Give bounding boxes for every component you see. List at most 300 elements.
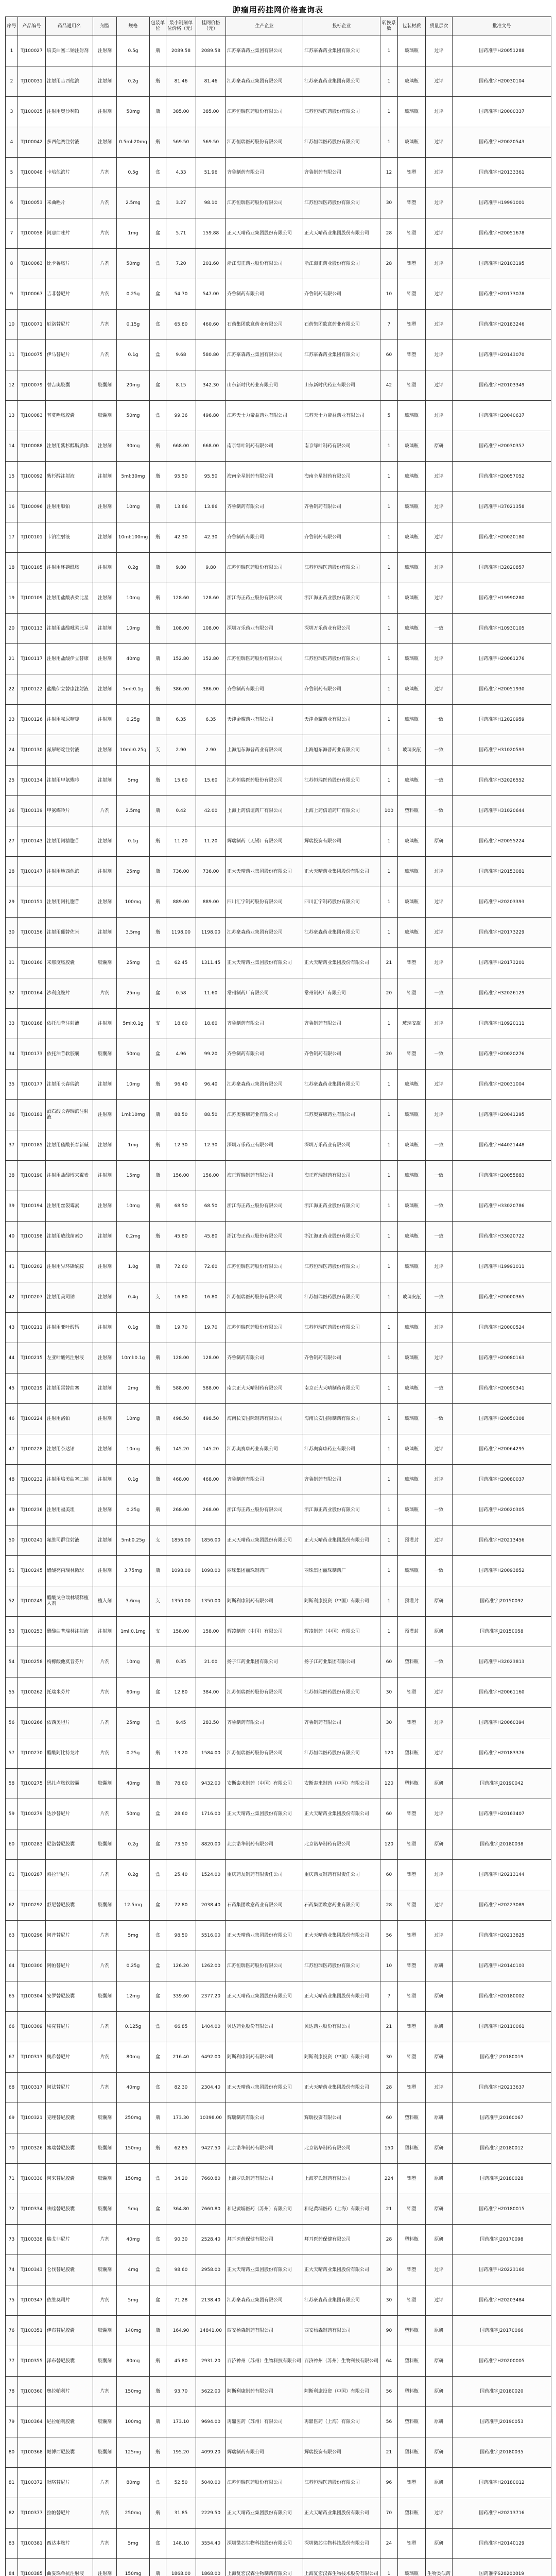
table-cell: 51 [6, 1556, 18, 1586]
table-cell: 正大天晴药业集团股份有限公司 [226, 2073, 303, 2103]
table-cell: 瓶 [150, 1495, 166, 1526]
table-cell: TJ100296 [18, 1921, 46, 1951]
column-header: 生产企业 [226, 17, 303, 36]
table-cell: 668.00 [166, 431, 196, 462]
table-cell: 0.42 [166, 796, 196, 826]
table-cell: 培美曲塞二钠注射剂 [46, 36, 93, 66]
table-cell: 片剂 [93, 1921, 117, 1951]
table-cell: 注射剂 [93, 1404, 117, 1434]
table-cell: 国药准字H32026552 [453, 766, 551, 796]
table-cell: 81.46 [196, 66, 226, 97]
table-cell: 120 [380, 1769, 398, 1799]
page [5, 0, 551, 2576]
table-cell: 95.50 [196, 462, 226, 492]
table-cell: 正大天晴药业集团股份有限公司 [226, 1526, 303, 1556]
table-cell: 98.50 [166, 1921, 196, 1951]
table-cell: 28 [6, 857, 18, 887]
table-cell: 深圳万乐药业有限公司 [226, 614, 303, 644]
table-cell: 正大天晴药业集团股份有限公司 [226, 948, 303, 978]
table-cell: 0.58 [166, 978, 196, 1009]
table-cell: 60 [380, 1860, 398, 1890]
table-cell: 5040.00 [196, 2468, 226, 2498]
table-cell: 国药准字H20041295 [453, 1100, 551, 1130]
table-cell: TJ100063 [18, 249, 46, 279]
table-cell: 盒 [150, 279, 166, 310]
table-cell: 过评 [426, 644, 453, 674]
table-cell: 42.30 [196, 522, 226, 553]
table-cell: 108.00 [166, 614, 196, 644]
table-cell: 瓶 [150, 2407, 166, 2437]
table-cell: 常州制药厂有限公司 [226, 978, 303, 1009]
table-cell: 瓶 [150, 1191, 166, 1222]
table-cell: 1098.00 [196, 1556, 226, 1586]
table-cell: 盒 [150, 948, 166, 978]
table-cell: 正大天晴药业集团股份有限公司 [226, 1799, 303, 1829]
table-cell: 过评 [426, 66, 453, 97]
table-cell: 玻璃瓶 [398, 1495, 426, 1526]
table-cell: 江苏恒瑞医药股份有限公司 [226, 766, 303, 796]
table-cell: 0.2mg [117, 1222, 150, 1252]
table-cell: 江苏恒瑞医药股份有限公司 [303, 553, 380, 583]
table-cell: 60 [380, 1647, 398, 1677]
table-cell: 石药集团欧意药业有限公司 [226, 1890, 303, 1921]
table-cell: 原研 [426, 2012, 453, 2042]
table-cell: 石药集团欧意药业有限公司 [303, 1890, 380, 1921]
table-cell: 0.25g [117, 1951, 150, 1981]
table-cell: 25mg [117, 948, 150, 978]
table-cell: 2mg [117, 1374, 150, 1404]
table-cell: 77 [6, 2346, 18, 2377]
table-cell: 国药准字H20140103 [453, 1951, 551, 1981]
table-cell: 1 [380, 462, 398, 492]
table-cell: 145.20 [196, 1434, 226, 1465]
table-cell: 0.2g [117, 553, 150, 583]
table-cell: 46 [6, 1404, 18, 1434]
table-cell: 145.20 [166, 1434, 196, 1465]
table-cell: 玻璃瓶 [398, 1343, 426, 1374]
table-cell: 0.15g [117, 310, 150, 340]
table-cell: 过评 [426, 1465, 453, 1495]
table-cell: 99.36 [166, 401, 196, 431]
table-cell: 40mg [117, 2073, 150, 2103]
table-cell: TJ100079 [18, 370, 46, 401]
table-cell: 国药准字H32020857 [453, 553, 551, 583]
table-cell: 丽珠集团丽珠制药厂 [303, 1556, 380, 1586]
table-cell: 注射剂 [93, 1252, 117, 1282]
table-cell: 140mg [117, 2316, 150, 2346]
table-cell: TJ100232 [18, 1465, 46, 1495]
table-cell: 一致 [426, 1282, 453, 1313]
table-cell: 68.50 [166, 1191, 196, 1222]
table-row [6, 1890, 551, 1921]
table-cell: 原研 [426, 1951, 453, 1981]
table-cell: 1350.00 [166, 1586, 196, 1617]
table-cell: 片剂 [93, 1647, 117, 1677]
table-cell: 尼洛替尼胶囊 [46, 1829, 93, 1860]
table-cell: 国药准字H20055883 [453, 1161, 551, 1191]
table-cell: 过评 [426, 948, 453, 978]
table-cell: 15 [6, 462, 18, 492]
table-cell: 国药准字H20040637 [453, 401, 551, 431]
column-header: 产品编号 [18, 17, 46, 36]
table-cell: 瓶 [150, 36, 166, 66]
table-cell: 164.90 [166, 2316, 196, 2346]
table-cell: 南京正大天晴制药有限公司 [226, 1374, 303, 1404]
table-cell: 56 [380, 2377, 398, 2407]
table-cell: 片剂 [93, 310, 117, 340]
table-cell: 一致 [426, 1130, 453, 1161]
column-header: 转换系数 [380, 17, 398, 36]
table-cell: 9 [6, 279, 18, 310]
table-cell: 268.00 [166, 1495, 196, 1526]
table-cell: 125mg [117, 2437, 150, 2468]
table-cell: 塞瑞替尼胶囊 [46, 2133, 93, 2164]
table-cell: 736.00 [196, 857, 226, 887]
table-cell: 48 [6, 1465, 18, 1495]
table-cell: 385.00 [196, 97, 226, 127]
table-cell: 片剂 [93, 978, 117, 1009]
table-cell: 5mg [117, 766, 150, 796]
table-cell: 12.30 [196, 1130, 226, 1161]
table-cell: 江苏恒瑞医药股份有限公司 [303, 1738, 380, 1769]
table-cell: 62.45 [166, 948, 196, 978]
table-cell: 45 [6, 1374, 18, 1404]
table-row [6, 1617, 551, 1647]
table-cell: TJ100368 [18, 2437, 46, 2468]
table-cell: 66.85 [166, 2012, 196, 2042]
table-cell: 17 [6, 522, 18, 553]
table-row [6, 36, 551, 66]
table-cell: 玻璃瓶 [398, 431, 426, 462]
table-cell: 国药准字J20180028 [453, 2164, 551, 2194]
table-cell: 正大天晴药业集团股份有限公司 [303, 1921, 380, 1951]
table-cell: TJ100092 [18, 462, 46, 492]
table-cell: 盒 [150, 1829, 166, 1860]
table-cell: 预灌封 [398, 1617, 426, 1647]
table-cell: 30 [380, 2285, 398, 2316]
table-row [6, 279, 551, 310]
table-cell: 片剂 [93, 1860, 117, 1890]
table-cell: 江苏豪森药业集团有限公司 [303, 1070, 380, 1100]
table-cell: 72.60 [166, 1252, 196, 1282]
table-cell: 注射剂 [93, 1556, 117, 1586]
table-row [6, 1313, 551, 1343]
table-cell: 西安杨森制药有限公司 [226, 2316, 303, 2346]
table-cell: 384.00 [196, 1677, 226, 1708]
table-cell: 0.4g [117, 1282, 150, 1313]
table-cell: 玻璃瓶 [398, 644, 426, 674]
table-cell: 左亚叶酸钙注射液 [46, 1343, 93, 1374]
table-cell: 150mg [117, 2164, 150, 2194]
table-cell: 原研 [426, 1586, 453, 1617]
table-cell: 拜耳医药保健有限公司 [226, 2225, 303, 2255]
table-cell: 辉瑞投资有限公司 [303, 2103, 380, 2133]
table-cell: 帕博西尼胶囊 [46, 2437, 93, 2468]
table-cell: 国药准字H20061276 [453, 644, 551, 674]
table-cell: 173.30 [166, 2103, 196, 2133]
table-row [6, 2529, 551, 2559]
table-cell: 常州制药厂有限公司 [303, 978, 380, 1009]
table-cell: 江苏豪森药业集团有限公司 [226, 66, 303, 97]
table-cell: 250mg [117, 2103, 150, 2133]
table-cell: 224 [380, 2164, 398, 2194]
table-cell: 16 [6, 492, 18, 522]
table-cell: 注射用阿扎胞苷 [46, 887, 93, 918]
table-cell: 上海旭东海普药业有限公司 [226, 735, 303, 766]
table-cell: 96.40 [166, 1070, 196, 1100]
table-row [6, 1100, 551, 1130]
table-cell: 铝塑 [398, 1860, 426, 1890]
table-cell: 79 [6, 2407, 18, 2437]
table-cell: 过评 [426, 1921, 453, 1951]
table-cell: 阿法替尼片 [46, 2073, 93, 2103]
table-cell: 国药准字H20180002 [453, 1981, 551, 2012]
table-cell: 注射剂 [93, 462, 117, 492]
table-cell: 1 [380, 1465, 398, 1495]
table-cell: 5ml:0.1g [117, 674, 150, 705]
table-cell: 14 [6, 431, 18, 462]
table-cell: 注射剂 [93, 644, 117, 674]
table-cell: 安罗替尼胶囊 [46, 1981, 93, 2012]
table-cell: 醋酸阿比特龙片 [46, 1738, 93, 1769]
table-cell: 江苏豪森药业集团有限公司 [226, 2285, 303, 2316]
table-cell: 49 [6, 1495, 18, 1526]
table-cell: TJ100253 [18, 1617, 46, 1647]
table-cell: 盒 [150, 1981, 166, 2012]
table-cell: 瓶 [150, 66, 166, 97]
table-cell: 仑伐替尼胶囊 [46, 2255, 93, 2285]
table-cell: 江苏恒瑞医药股份有限公司 [226, 97, 303, 127]
table-cell: 1 [380, 1222, 398, 1252]
table-cell: 沙利度胺片 [46, 978, 93, 1009]
table-row [6, 1404, 551, 1434]
table-cell: 40 [6, 1222, 18, 1252]
document-title: 肿瘤用药挂网价格查询表 [232, 5, 323, 14]
table-cell: 玻璃瓶 [398, 97, 426, 127]
table-row [6, 644, 551, 674]
table-cell: TJ100207 [18, 1282, 46, 1313]
table-cell: 9.80 [166, 553, 196, 583]
table-cell: TJ100338 [18, 2225, 46, 2255]
table-cell: 阿斯利康制药有限公司 [226, 2042, 303, 2073]
table-cell: 齐鲁制药有限公司 [303, 492, 380, 522]
table-cell: 14841.00 [196, 2316, 226, 2346]
table-cell: TJ100228 [18, 1434, 46, 1465]
table-row [6, 127, 551, 158]
table-cell: 国药准字J20170098 [453, 2225, 551, 2255]
table-cell: 江苏恒瑞医药股份有限公司 [226, 188, 303, 218]
table-cell: 90 [380, 2316, 398, 2346]
table-row [6, 1799, 551, 1829]
table-cell: 江苏豪森药业集团有限公司 [226, 36, 303, 66]
table-cell: 注射剂 [93, 1070, 117, 1100]
table-cell: 玻璃瓶 [398, 887, 426, 918]
table-cell: 注射剂 [93, 705, 117, 735]
table-cell: 胶囊剂 [93, 2133, 117, 2164]
table-row [6, 97, 551, 127]
table-cell: 西达本胺片 [46, 2529, 93, 2559]
table-cell: 注射用甲氨蝶呤 [46, 766, 93, 796]
table-cell: 注射用洛铂 [46, 1404, 93, 1434]
table-cell: 过评 [426, 1860, 453, 1890]
table-cell: 国药准字H20060394 [453, 1708, 551, 1738]
table-cell: 国药准字J20150058 [453, 1617, 551, 1647]
table-cell: 瓶 [150, 1070, 166, 1100]
table-cell: 正大天晴药业集团股份有限公司 [303, 857, 380, 887]
table-row [6, 1556, 551, 1586]
column-header: 规格 [117, 17, 150, 36]
table-cell: 片剂 [93, 2225, 117, 2255]
table-cell: 78.60 [166, 1769, 196, 1799]
table-cell: 24 [6, 735, 18, 766]
table-row [6, 735, 551, 766]
table-cell: 胶囊剂 [93, 2346, 117, 2377]
table-cell: 瓶 [150, 97, 166, 127]
table-row [6, 340, 551, 370]
table-cell: 瓶 [150, 492, 166, 522]
table-cell: 44 [6, 1343, 18, 1374]
table-cell: 百济神州（苏州）生物科技有限公司 [226, 2346, 303, 2377]
table-cell: 11.20 [166, 826, 196, 857]
table-cell: 原研 [426, 2407, 453, 2437]
table-cell: TJ100360 [18, 2377, 46, 2407]
table-cell: 再鼎医药（上海）有限公司 [303, 2407, 380, 2437]
table-cell: 胶囊剂 [93, 370, 117, 401]
table-cell: 塑料瓶 [398, 2316, 426, 2346]
table-cell: 盒 [150, 2042, 166, 2073]
table-cell: 过评 [426, 1252, 453, 1282]
table-cell: 9432.00 [196, 1769, 226, 1799]
table-cell: 阿斯利康制药有限公司 [226, 2377, 303, 2407]
table-cell: 1 [380, 1130, 398, 1161]
table-cell: 64 [380, 2346, 398, 2377]
table-cell: 88.50 [196, 1100, 226, 1130]
table-cell: 江苏恒瑞医药股份有限公司 [303, 1282, 380, 1313]
table-cell: 江苏恒瑞医药股份有限公司 [303, 1677, 380, 1708]
table-cell: 3.5mg [117, 918, 150, 948]
table-cell: 过评 [426, 1738, 453, 1769]
table-cell: 胶囊剂 [93, 2194, 117, 2225]
table-cell: 国药准字H20093852 [453, 1556, 551, 1586]
table-cell: 68.50 [196, 1191, 226, 1222]
table-cell: 2089.58 [166, 36, 196, 66]
table-cell: 国药准字H20061160 [453, 1677, 551, 1708]
table-cell: 53 [6, 1617, 18, 1647]
table-cell: 瓶 [150, 2498, 166, 2529]
table-cell: 国药准字H20110061 [453, 2012, 551, 2042]
table-cell: 玻璃瓶 [398, 401, 426, 431]
table-cell: TJ100071 [18, 310, 46, 340]
column-header: 投标企业 [303, 17, 380, 36]
table-cell: 丽珠集团丽珠制药厂 [226, 1556, 303, 1586]
table-cell: 浙江海正药业股份有限公司 [303, 249, 380, 279]
table-cell: 9694.00 [196, 2407, 226, 2437]
table-cell: 2229.50 [196, 2498, 226, 2529]
table-cell: 安斯泰来制药（中国）有限公司 [303, 1769, 380, 1799]
table-cell: 江苏恒瑞医药股份有限公司 [226, 2468, 303, 2498]
table-cell: 37 [6, 1130, 18, 1161]
table-cell: 7 [380, 310, 398, 340]
table-cell: 201.60 [196, 249, 226, 279]
table-cell: TJ100351 [18, 2316, 46, 2346]
table-cell: 1 [380, 614, 398, 644]
table-cell: 玻璃瓶 [398, 1465, 426, 1495]
table-cell: 正大天晴药业集团股份有限公司 [303, 1526, 380, 1556]
table-cell: 阿帕替尼片 [46, 1951, 93, 1981]
table-cell: 过评 [426, 1708, 453, 1738]
table-cell: 江苏恒瑞医药股份有限公司 [303, 127, 380, 158]
table-cell: 22 [6, 674, 18, 705]
table-cell: 片剂 [93, 158, 117, 188]
table-cell: 正大天晴药业集团股份有限公司 [226, 1981, 303, 2012]
table-cell: 国药准字H20055224 [453, 826, 551, 857]
table-cell: 支 [150, 1282, 166, 1313]
table-cell: TJ100364 [18, 2407, 46, 2437]
table-cell: TJ100309 [18, 2012, 46, 2042]
table-cell: 54.70 [166, 279, 196, 310]
table-cell: 65.80 [166, 310, 196, 340]
table-cell: 国药准字H33020786 [453, 1191, 551, 1222]
table-cell: 一致 [426, 978, 453, 1009]
table-row [6, 948, 551, 978]
table-cell: 28 [380, 249, 398, 279]
table-cell: 上海上药信谊药厂有限公司 [303, 796, 380, 826]
table-cell: 片剂 [93, 2012, 117, 2042]
table-cell: 0.2g [117, 66, 150, 97]
table-cell: 瓶 [150, 1738, 166, 1769]
table-row [6, 1343, 551, 1374]
table-cell: 江苏奥赛康药业有限公司 [226, 1100, 303, 1130]
table-cell: 268.00 [196, 1495, 226, 1526]
table-cell: 5mg [117, 1921, 150, 1951]
table-row [6, 2559, 551, 2576]
table-cell: 1 [380, 2559, 398, 2576]
table-cell: 1262.00 [196, 1951, 226, 1981]
table-cell: 2377.20 [196, 1981, 226, 2012]
table-cell: TJ100067 [18, 279, 46, 310]
table-cell: 1 [380, 1009, 398, 1039]
table-cell: TJ100292 [18, 1890, 46, 1921]
table-cell: 塑料瓶 [398, 2377, 426, 2407]
table-cell: 注射剂 [93, 1617, 117, 1647]
table-cell: 31 [6, 948, 18, 978]
table-cell: 国药准字J20190053 [453, 2407, 551, 2437]
table-cell: 国药准字H20031004 [453, 1070, 551, 1100]
table-cell: 国药准字H20000365 [453, 1282, 551, 1313]
table-cell: TJ100334 [18, 2194, 46, 2225]
table-cell: TJ100075 [18, 340, 46, 370]
table-cell: 原研 [426, 2164, 453, 2194]
table-cell: 20 [6, 614, 18, 644]
table-cell: 浙江海正药业股份有限公司 [226, 1495, 303, 1526]
table-cell: 齐鲁制药有限公司 [226, 279, 303, 310]
table-cell: 1ml:0.1mg [117, 1617, 150, 1647]
table-cell: 扬子江药业集团有限公司 [303, 1647, 380, 1677]
table-cell: 一致 [426, 1556, 453, 1586]
table-cell: 1716.00 [196, 1799, 226, 1829]
table-cell: 尼拉帕利胶囊 [46, 2407, 93, 2437]
table-cell: 1350.00 [196, 1586, 226, 1617]
table-cell: 铝塑 [398, 1708, 426, 1738]
table-cell: 瓶 [150, 766, 166, 796]
table-cell: 铝塑 [398, 188, 426, 218]
table-cell: 江苏豪森药业集团有限公司 [226, 1070, 303, 1100]
table-cell: 正大天晴药业集团股份有限公司 [303, 2255, 380, 2285]
table-cell: 塑料瓶 [398, 2346, 426, 2377]
table-cell: 片剂 [93, 2073, 117, 2103]
table-cell: 1mg [117, 218, 150, 249]
table-cell: 原研 [426, 431, 453, 462]
